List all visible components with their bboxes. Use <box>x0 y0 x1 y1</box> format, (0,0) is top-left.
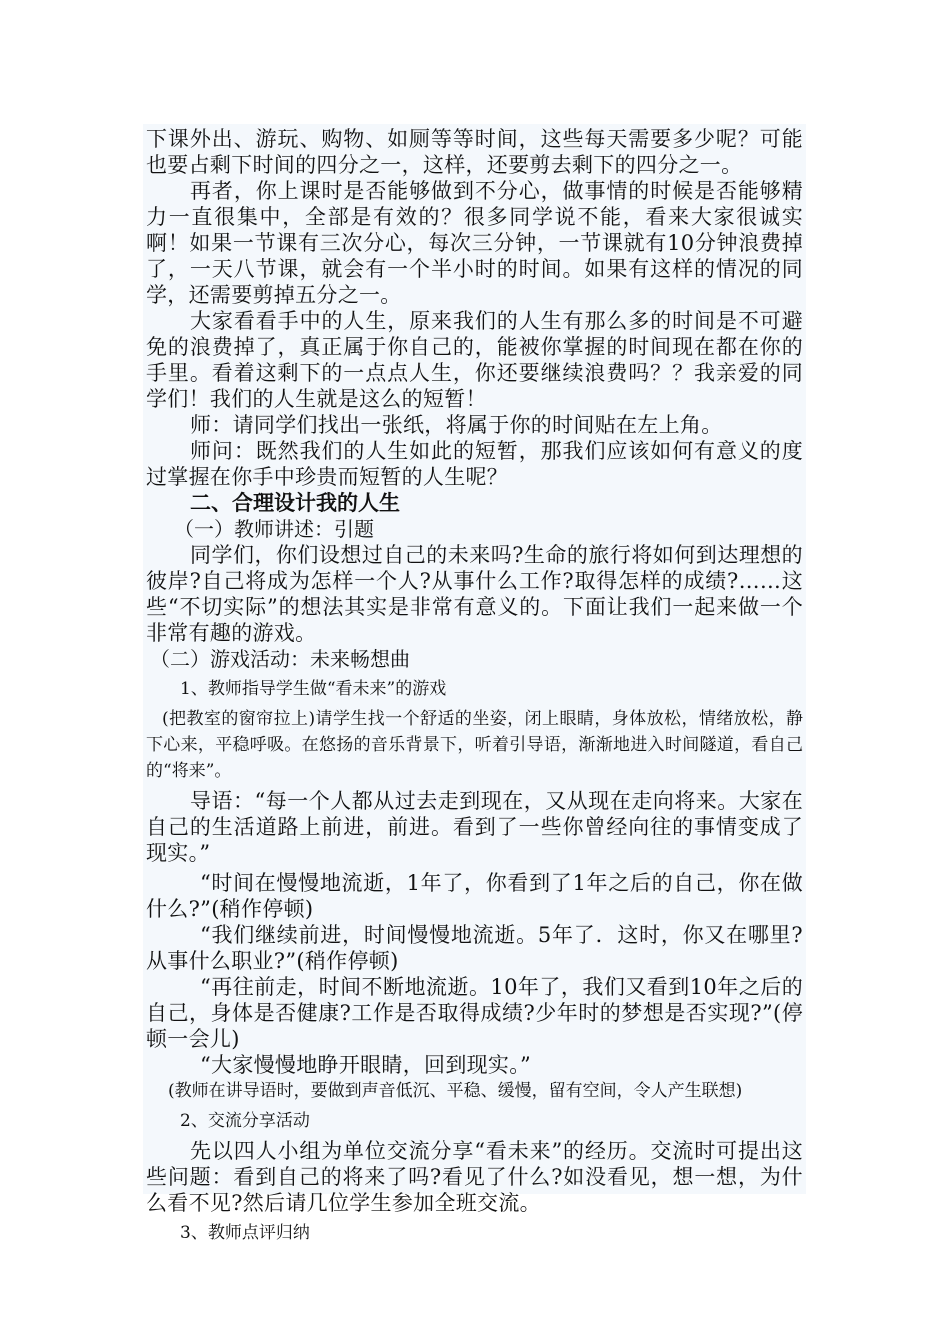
paragraph-guide-words: 导语：“每一个人都从过去走到现在，又从现在走向将来。大家在自己的生活道路上前进，前进。看到了一些你曾经向往的事情变成了现实。” <box>146 789 803 865</box>
quote-open-eyes: “大家慢慢地睁开眼睛，回到现实。” <box>200 1053 532 1077</box>
quote-five-years: “我们继续前进，时间慢慢地流逝。5年了．这时，你又在哪里?从事什么职业?”(稍作停顿) <box>146 923 803 973</box>
paragraph-teacher-instruction: 师：请同学们找出一张纸，将属于你的时间贴在左上角。 <box>190 413 723 437</box>
section-heading-design-life: 二、合理设计我的人生 <box>190 490 400 515</box>
subsection-game-activity: （二）游戏活动：未来畅想曲 <box>150 647 410 671</box>
item-guide-game: 1、教师指导学生做“看未来”的游戏 <box>180 679 447 699</box>
paragraph-imagine-future: 同学们，你们设想过自己的未来吗?生命的旅行将如何到达理想的彼岸?自己将成为怎样一个人?从事什么工作?取得怎样的成绩?……这些“不切实际”的想法其实是非常有意义的。下面让我们一起来做一个非常有趣的游戏。 <box>146 543 803 645</box>
quote-one-year: “时间在慢慢地流逝，1年了，你看到了1年之后的自己，你在做什么?”(稍作停顿) <box>146 871 803 921</box>
item-share-activity: 2、交流分享活动 <box>180 1111 310 1131</box>
subsection-teacher-talk: （一）教师讲述：引题 <box>174 517 374 541</box>
paragraph-life-remaining: 大家看看手中的人生，原来我们的人生有那么多的时间是不可避免的浪费掉了，真正属于你自己的，能被你掌握的时间现在都在你的手里。看着这剩下的一点点人生，你还要继续浪费吗？？我亲爱的同学们！我们的人生就是这么的短暂！ <box>146 309 803 411</box>
quote-ten-years: “再往前走，时间不断地流逝。10年了，我们又看到10年之后的自己，身体是否健康?工作是否取得成绩?少年时的梦想是否实现?”(停顿一会儿) <box>146 975 803 1051</box>
paragraph-focus: 再者，你上课时是否能够做到不分心，做事情的时候是否能够精力一直很集中，全部是有效的？很多同学说不能，看来大家很诚实啊！如果一节课有三次分心，每次三分钟，一节课就有10分钟浪费掉了，一天八节课，就会有一个半小时的时间。如果有这样的情况的同学，还需要剪掉五分之一。 <box>146 179 803 307</box>
note-teacher-voice: (教师在讲导语时，要做到声音低沉、平稳、缓慢，留有空间，令人产生联想) <box>168 1081 743 1101</box>
paragraph-teacher-question: 师问：既然我们的人生如此的短暂，那我们应该如何有意义的度过掌握在你手中珍贵而短暂的人生呢？ <box>146 439 803 489</box>
item-teacher-summary: 3、教师点评归纳 <box>180 1223 310 1243</box>
document-body <box>143 124 806 1243</box>
paragraph-relaxation: (把教室的窗帘拉上)请学生找一个舒适的坐姿，闭上眼睛，身体放松，情绪放松，静下心来，平稳呼吸。在悠扬的音乐背景下，听着引导语，渐渐地进入时间隧道，看自己的“将来”。 <box>146 709 803 781</box>
paragraph-group-share: 先以四人小组为单位交流分享“看未来”的经历。交流时可提出这些问题：看到自己的将来了吗?看见了什么?如没看见，想一想，为什么看不见?然后请几位学生参加全班交流。 <box>146 1139 803 1215</box>
paragraph-time-spent: 下课外出、游玩、购物、如厕等等时间，这些每天需要多少呢？可能也要占剩下时间的四分之一，这样，还要剪去剩下的四分之一。 <box>146 127 803 177</box>
